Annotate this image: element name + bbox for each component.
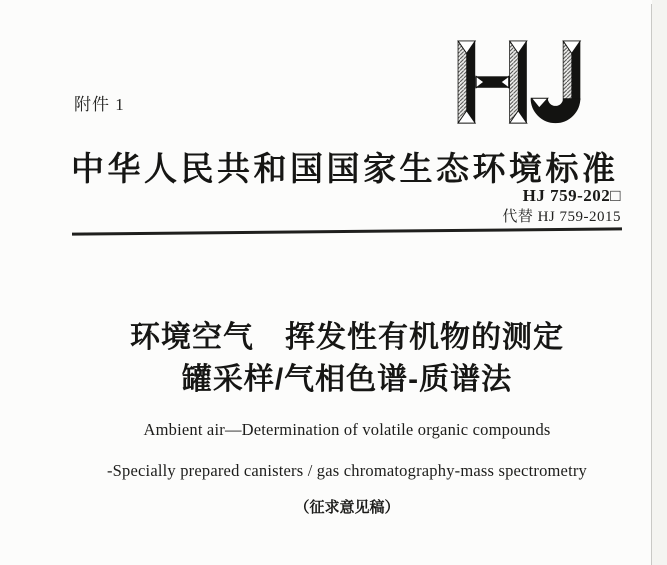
- draft-for-comments-label: （征求意见稿）: [294, 499, 400, 516]
- hj-logo-graphic: [456, 40, 590, 126]
- document-title-en-line2: -Specially prepared canisters / gas chromatography-mass spectrometry: [106, 461, 587, 480]
- hj-logo: [456, 40, 590, 126]
- standard-code: HJ 759-202□: [522, 186, 621, 205]
- standard-number-block: [502, 185, 621, 227]
- document-title-en-line1: Ambient air—Determination of volatile organic compounds: [143, 420, 551, 439]
- document-title-cn-line1: 环境空气 挥发性有机物的测定: [130, 321, 564, 354]
- document-title-cn: [0, 317, 667, 401]
- divider-rule: [72, 227, 622, 235]
- attachment-label: 附件 1: [74, 95, 125, 114]
- national-standard-heading: 中华人民共和国国家生态环境标准: [71, 152, 619, 188]
- document-title-cn-line2: 罐采样/气相色谱-质谱法: [181, 363, 513, 396]
- supersedes-note: 代替 HJ 759-2015: [502, 209, 621, 226]
